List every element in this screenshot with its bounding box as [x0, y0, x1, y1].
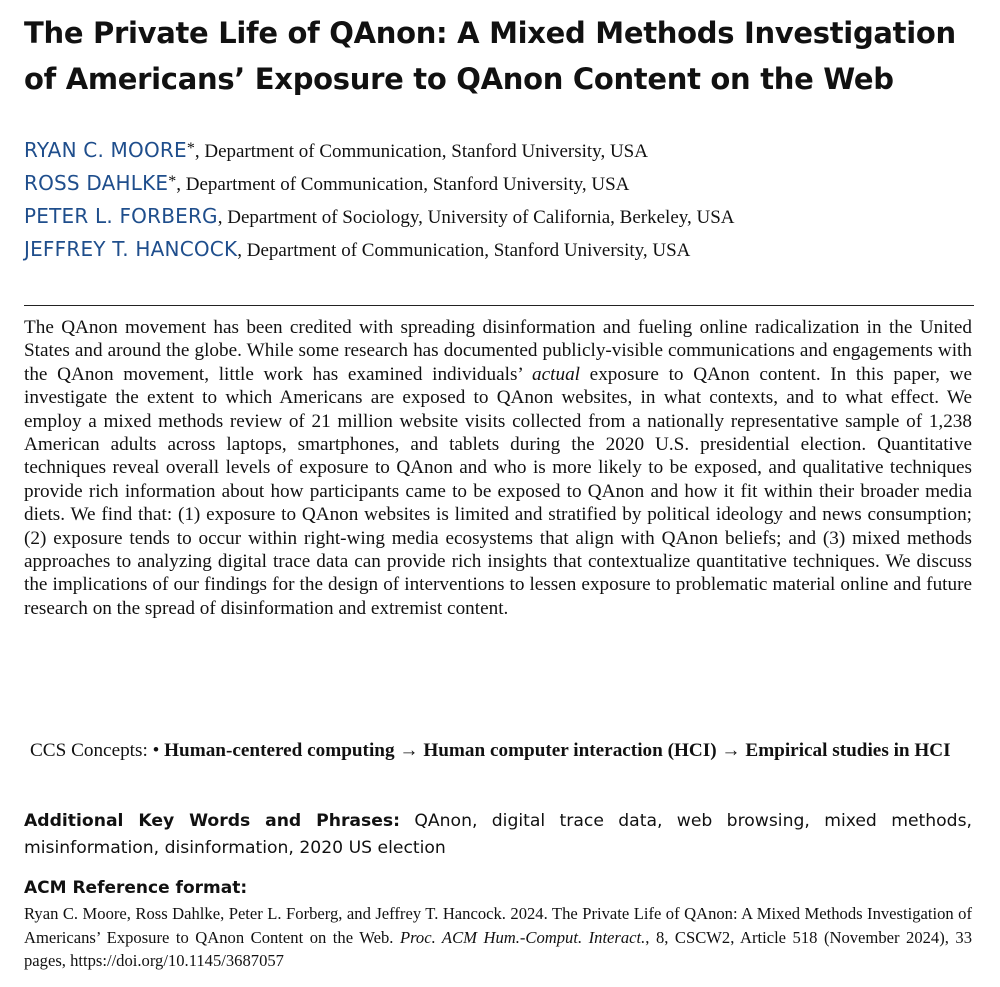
acm-reference-heading: ACM Reference format:: [24, 878, 248, 898]
author-affiliation: , Department of Communication, Stanford University, USA: [176, 174, 630, 195]
author-entry: [24, 231, 984, 264]
reference-details: , 8, CSCW2, Article 518 (November 2024), 33 pages, https://doi.org/10.1145/3687057: [24, 927, 972, 970]
reference-journal: Proc. ACM Hum.-Comput. Interact.: [399, 927, 646, 947]
title-line-1: The Private Life of QAnon: A Mixed Methods Investigation: [24, 16, 956, 50]
keywords: [24, 808, 972, 862]
author-affiliation: , Department of Communication, Stanford University, USA: [237, 240, 691, 261]
reference-citation: Ryan C. Moore, Ross Dahlke, Peter L. Forberg, and Jeffrey T. Hancock. 2024. The Private Life of QAnon: A Mixed Methods Investigation of Americans’ Exposure to QAnon Content on the Web.: [24, 904, 972, 947]
title-line-2: of Americans’ Exposure to QAnon Content on the Web: [24, 62, 894, 96]
abstract: [24, 316, 972, 620]
abstract-text: The QAnon movement has been credited with spreading disinformation and fueling online radicalization in the United States and around the globe. While some research has documented publicly-visible communications and engagements with the QAnon movement, little work has examined individuals’: [24, 317, 972, 385]
acm-reference-text: [24, 902, 972, 973]
equal-contribution-mark: *: [186, 140, 195, 157]
paper-title: [24, 10, 984, 102]
equal-contribution-mark: *: [168, 173, 177, 190]
section-divider: [24, 305, 974, 306]
ccs-concepts: [24, 738, 972, 763]
author-affiliation: , Department of Communication, Stanford University, USA: [194, 141, 648, 162]
author-affiliation: , Department of Sociology, University of California, Berkeley, USA: [217, 207, 735, 228]
author-name: ROSS DAHLKE: [24, 171, 169, 195]
keywords-text: QAnon, digital trace data, web browsing, mixed methods, misinformation, disinformation, 2020 US election: [24, 811, 972, 858]
author-list: [24, 132, 984, 264]
author-entry: [24, 198, 984, 231]
ccs-label: CCS Concepts: •: [30, 740, 165, 761]
author-entry: [24, 132, 984, 165]
author-name: JEFFREY T. HANCOCK: [24, 237, 238, 261]
author-entry: [24, 165, 984, 198]
abstract-text-continued: exposure to QAnon content. In this paper, we investigate the extent to which Americans are exposed to QAnon websites, in what contexts, and to what effect. We employ a mixed methods review of 21 million website visits collected from a nationally representative sample of 1,238 American adults across laptops, smartphones, and tablets during the 2020 U.S. presidential election. Quantitative techniques reveal overall levels of exposure to QAnon and who is more likely to be exposed, and qualitative techniques provide rich information about how participants came to be exposed to QAnon and how it fit within their broader media diets. We find that: (1) exposure to QAnon websites is limited and stratified by political ideology and news consumption; (2) exposure tends to occur within right-wing media ecosystems that align with QAnon beliefs; and (3) mixed methods approaches to analyzing digital trace data can provide rich insights that contextualize quantitative techniques. We discuss the implications of our findings for the design of interventions to lessen exposure to problematic material online and future research on the spread of disinformation and extremist content.: [24, 363, 972, 619]
author-name: PETER L. FORBERG: [24, 204, 218, 228]
ccs-concept-path: Human-centered computing → Human computer interaction (HCI) → Empirical studies in HCI: [164, 740, 951, 761]
abstract-emphasis: actual: [532, 363, 581, 385]
author-name: RYAN C. MOORE: [24, 138, 187, 162]
keywords-label: Additional Key Words and Phrases:: [24, 811, 401, 831]
